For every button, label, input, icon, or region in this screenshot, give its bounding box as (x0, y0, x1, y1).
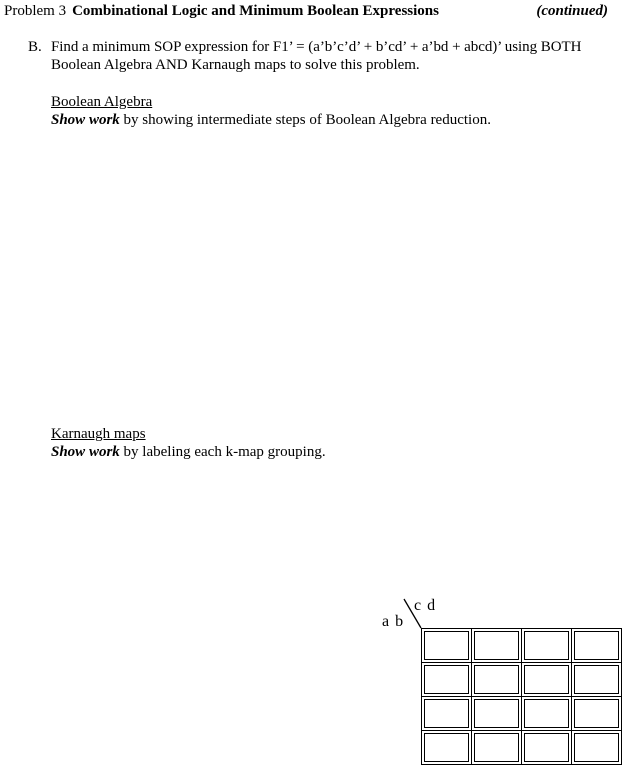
karnaugh-maps-instruction-text: by labeling each k-map grouping. (119, 444, 326, 460)
continued-label: (continued) (536, 3, 608, 19)
kmap-row-variables: a b (382, 613, 405, 630)
problem-title: Combinational Logic and Minimum Boolean Expressions (72, 3, 439, 19)
kmap-cell[interactable] (422, 629, 472, 663)
kmap-cell[interactable] (522, 697, 572, 731)
part-b-question-line2: Boolean Algebra AND Karnaugh maps to solve this problem. (51, 57, 420, 73)
kmap-cell[interactable] (572, 697, 622, 731)
kmap-column-variables: c d (414, 597, 437, 614)
kmap-cell[interactable] (572, 629, 622, 663)
kmap-cell[interactable] (572, 731, 622, 765)
kmap-cell[interactable] (522, 629, 572, 663)
kmap-cell[interactable] (522, 731, 572, 765)
kmap-cell[interactable] (472, 697, 522, 731)
kmap-cell[interactable] (422, 697, 472, 731)
boolean-algebra-heading: Boolean Algebra (51, 94, 153, 110)
boolean-algebra-show-work: Show work (51, 112, 120, 128)
problem-header (4, 3, 628, 20)
kmap-cell[interactable] (422, 663, 472, 697)
kmap-cell[interactable] (422, 731, 472, 765)
boolean-algebra-instruction (51, 112, 491, 129)
problem-number: Problem 3 (4, 3, 67, 19)
boolean-algebra-instruction-text: by showing intermediate steps of Boolean Algebra reduction. (119, 112, 491, 128)
karnaugh-maps-show-work: Show work (51, 444, 120, 460)
part-b-question-line1: Find a minimum SOP expression for F1’ = (a’b’c’d’ + b’cd’ + a’bd + abcd)’ using BOTH (51, 39, 582, 55)
kmap-cell[interactable] (522, 663, 572, 697)
kmap-grid (421, 628, 622, 765)
karnaugh-maps-instruction (51, 444, 326, 461)
kmap-cell[interactable] (472, 731, 522, 765)
kmap-cell[interactable] (472, 663, 522, 697)
karnaugh-maps-heading: Karnaugh maps (51, 426, 146, 442)
kmap-cell[interactable] (472, 629, 522, 663)
kmap-corner-diagonal (404, 599, 428, 631)
kmap-cell[interactable] (572, 663, 622, 697)
part-b-letter: B. (28, 39, 42, 55)
